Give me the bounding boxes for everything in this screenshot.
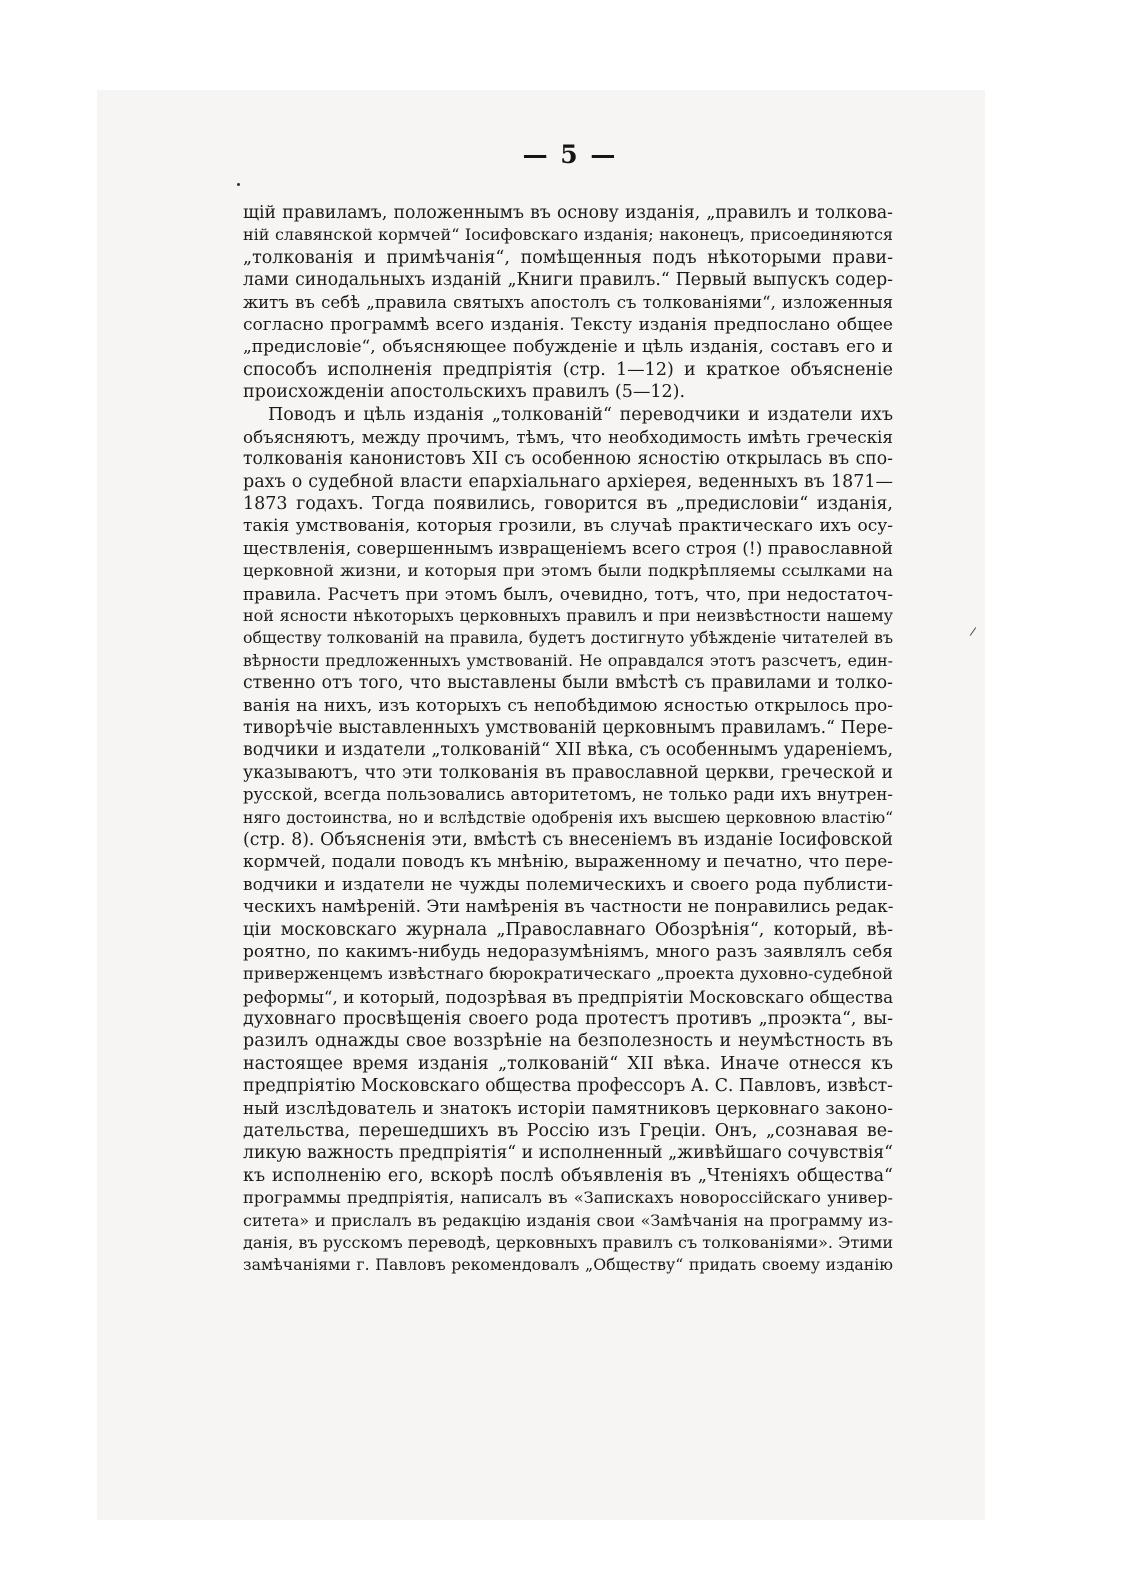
text-line: ситета» и прислалъ въ редакцію изданія свои «Замѣчанія на программу из-: [243, 1210, 893, 1230]
text-line: вѣрности предложенныхъ умствованій. Не оправдался этотъ разсчетъ, един-: [243, 650, 893, 670]
text-line: разилъ однажды свое воззрѣніе на безполезность и неумѣстность въ: [243, 1031, 893, 1052]
text-line: ній славянской кормчей“ Іосифовскаго изданія; наконецъ, присоединяются: [243, 225, 893, 245]
text-line: приверженцемъ извѣстнаго бюрократическаго „проекта духовно-судебной: [243, 964, 893, 984]
page-number: — 5 —: [522, 140, 618, 169]
text-line: ной ясности нѣкоторыхъ церковныхъ правилъ и при неизвѣстности нашему: [243, 606, 893, 626]
text-line: указываютъ, что эти толкованія въ православной церкви, греческой и: [243, 762, 893, 783]
text-line: ный изслѣдователь и знатокъ исторіи памятниковъ церковнаго законо-: [243, 1098, 893, 1119]
text-line: ственно отъ того, что выставлены были вмѣстѣ съ правилами и толко-: [243, 673, 893, 694]
text-line: программы предпріятія, написалъ въ «Запискахъ новороссійскаго универ-: [243, 1188, 893, 1208]
text-line: 1873 годахъ. Тогда появились, говорится въ „предисловіи“ изданія,: [243, 494, 893, 515]
text-line: церковной жизни, и которыя при этомъ были подкрѣпляемы ссылками на: [243, 561, 893, 581]
text-line: тиворѣчіе выставленныхъ умствованій церковнымъ правиламъ.“ Пере-: [243, 717, 893, 738]
paragraph-start-line: Поводъ и цѣль изданія „толкованій“ переводчики и издатели ихъ: [268, 404, 893, 425]
text-line: данія, въ русскомъ переводѣ, церковныхъ правилъ съ толкованіями». Этими: [243, 1232, 893, 1252]
text-line: дательства, перешедшихъ въ Россію изъ Греціи. Онъ, „сознавая ве-: [243, 1121, 893, 1142]
text-line: житъ въ себѣ „правила святыхъ апостолъ съ толкованіями“, изложенныя: [243, 292, 893, 312]
text-line: согласно программѣ всего изданія. Тексту изданія предпослано общее: [243, 314, 893, 335]
text-line: ціи московскаго журнала „Православнаго Обозрѣнія“, который, вѣ-: [243, 919, 893, 940]
text-line: ческихъ намѣреній. Эти намѣренія въ частности не понравились редак-: [243, 897, 893, 918]
text-line: предпріятію Московскаго общества профессоръ А. С. Павловъ, извѣст-: [243, 1076, 893, 1097]
text-line: лами синодальныхъ изданій „Книги правилъ.“ Первый выпускъ содер-: [243, 270, 893, 291]
text-line: замѣчаніями г. Павловъ рекомендовалъ „Обществу“ придать своему изданію: [243, 1255, 893, 1275]
text-line: способъ исполненія предпріятія (стр. 1—12) и краткое объясненіе: [243, 359, 893, 380]
text-line: водчики и издатели „толкованій“ XII вѣка, съ особеннымъ удареніемъ,: [243, 740, 893, 761]
text-line: щій правиламъ, положеннымъ въ основу изданія, „правилъ и толкова-: [243, 203, 893, 223]
text-line: обществу толкованій на правила, будетъ достигнуто убѣжденіе читателей въ: [243, 628, 893, 648]
text-line: кормчей, подали поводъ къ мнѣнію, выраженному и печатно, что пере-: [243, 852, 893, 873]
text-line: духовнаго просвѣщенія своего рода протестъ противъ „проэкта“, вы-: [243, 1009, 893, 1030]
text-line: настоящее время изданія „толкованій“ XII вѣка. Иначе отнесся къ: [243, 1053, 893, 1074]
text-line: ществленія, совершеннымъ извращеніемъ всего строя (!) православной: [243, 538, 893, 559]
text-line: „предисловіе“, объясняющее побужденіе и цѣль изданія, составъ его и: [243, 337, 893, 358]
text-line: ликую важность предпріятія“ и исполненный „живѣйшаго сочувствія“: [243, 1143, 893, 1164]
text-line: такія умствованія, которыя грозили, въ случаѣ практическаго ихъ осу-: [243, 516, 893, 537]
text-line: толкованія канонистовъ XII съ особенною ясностію открылась въ спо-: [243, 449, 893, 470]
text-line: (стр. 8). Объясненія эти, вмѣстѣ съ внесеніемъ въ изданіе Іосифовской: [243, 829, 893, 850]
text-line: няго достоинства, но и вслѣдствіе одобренія ихъ высшею церковною властію“: [243, 808, 893, 827]
ink-speck: [237, 183, 240, 186]
text-line: рахъ о судебной власти епархіальнаго архіерея, веденныхъ въ 1871—: [243, 471, 893, 492]
text-line: къ исполненію его, вскорѣ послѣ объявленія въ „Чтеніяхъ общества“: [243, 1165, 893, 1186]
text-line: ванія на нихъ, изъ которыхъ съ непобѣдимою ясностью открылось про-: [243, 695, 893, 716]
text-line: правила. Расчетъ при этомъ былъ, очевидно, тотъ, что, при недостаточ-: [243, 583, 893, 604]
text-line: водчики и издатели не чужды полемическихъ и своего рода публисти-: [243, 874, 893, 895]
body-text: [243, 202, 893, 1277]
text-line: русской, всегда пользовались авторитетомъ, не только ради ихъ внутрен-: [243, 785, 893, 805]
text-line: „толкованія и примѣчанія“, помѣщенныя подъ нѣкоторыми прави-: [243, 247, 893, 268]
text-line: объясняютъ, между прочимъ, тѣмъ, что необходимость имѣть греческія: [243, 426, 893, 447]
text-line: реформы“, и который, подозрѣвая въ предпріятіи Московскаго общества: [243, 986, 893, 1007]
paragraph-end-line: происхожденіи апостольскихъ правилъ (5—12).: [243, 382, 686, 403]
text-line: роятно, по какимъ-нибудь недоразумѣніямъ, много разъ заявлялъ себя: [243, 941, 893, 962]
